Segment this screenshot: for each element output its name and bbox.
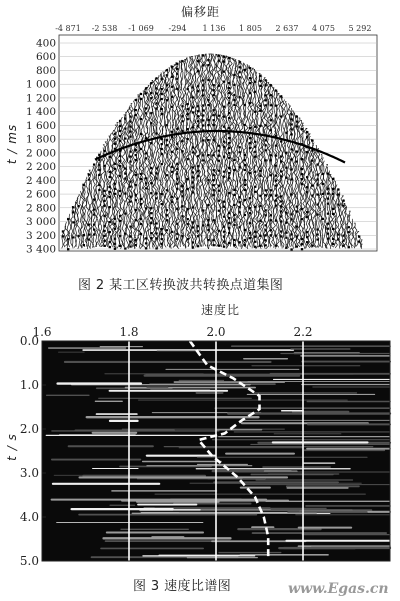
figure3-left-tick-label: 0.0 xyxy=(19,334,39,348)
figure2-left-tick-label: 1 600 xyxy=(25,119,56,132)
figure3-left-tick-label: 1.0 xyxy=(19,378,39,392)
figure2-seismic-gather xyxy=(0,0,400,260)
figure2-left-tick-label: 2 400 xyxy=(25,174,56,187)
figure3-top-tick-label: 1.8 xyxy=(119,325,139,339)
figure2-left-tick-label: 3 400 xyxy=(25,243,56,256)
figure2-left-tick-label: 800 xyxy=(35,64,56,77)
figure2-top-tick-label: -2 538 xyxy=(91,24,118,33)
figure3-left-tick-label: 4.0 xyxy=(19,510,39,524)
figure2-left-tick-label: 1 000 xyxy=(25,78,56,91)
figure2-top-tick-label: -4 871 xyxy=(55,24,81,33)
figure2-left-tick-label: 2 600 xyxy=(25,188,56,201)
figure2-top-tick-label: 1 136 xyxy=(202,24,226,33)
figure2-left-tick-label: 600 xyxy=(35,51,56,64)
figure2-top-tick-label: 4 075 xyxy=(312,24,335,33)
figure2-left-tick-label: 2 000 xyxy=(25,147,56,160)
figure3-left-tick-label: 2.0 xyxy=(19,422,39,436)
figure2-top-axis-title: 偏移距 xyxy=(181,5,221,19)
figure3-velocity-ratio-spectrum xyxy=(0,300,400,570)
figure2-left-tick-label: 3 200 xyxy=(25,229,56,242)
figure3-top-tick-labels xyxy=(32,325,312,339)
figure2-left-tick-label: 2 800 xyxy=(25,202,56,215)
figure2-top-tick-label: 5 292 xyxy=(348,24,372,33)
figure2-top-tick-label: -294 xyxy=(168,24,187,33)
figure2-left-axis-title: t / ms xyxy=(5,123,20,165)
figure2-caption: 图 2 某工区转换波共转换点道集图 xyxy=(78,278,284,293)
figure2-left-tick-label: 400 xyxy=(35,37,56,50)
figure2-top-tick-label: 1 805 xyxy=(239,24,262,33)
figure3-left-axis-title: t / s xyxy=(4,433,19,461)
figure2-left-tick-label: 1 800 xyxy=(25,133,56,146)
figure3-top-tick-label: 2.0 xyxy=(206,325,226,339)
figure2-top-tick-label: 2 637 xyxy=(275,24,299,33)
figure3-top-tick-label: 1.6 xyxy=(32,325,52,339)
figure3-axis-title: 速度比 xyxy=(201,303,241,317)
figure2-left-tick-label: 3 000 xyxy=(25,216,56,229)
watermark: www.Egas.cn xyxy=(288,581,389,597)
figure2-left-tick-label: 1 400 xyxy=(25,106,56,119)
figure2-top-tick-label: -1 069 xyxy=(128,24,154,33)
figure2-left-tick-label: 1 200 xyxy=(25,92,56,105)
figure2-left-tick-label: 2 200 xyxy=(25,161,56,174)
figure2-top-tick-labels xyxy=(55,24,371,33)
figure3-left-tick-label: 3.0 xyxy=(19,466,39,480)
figure3-top-tick-label: 2.2 xyxy=(293,325,313,339)
figure3-caption: 图 3 速度比谱图 xyxy=(133,579,232,594)
figure2-left-tick-labels xyxy=(26,38,56,256)
figure3-left-tick-label: 5.0 xyxy=(19,554,39,568)
